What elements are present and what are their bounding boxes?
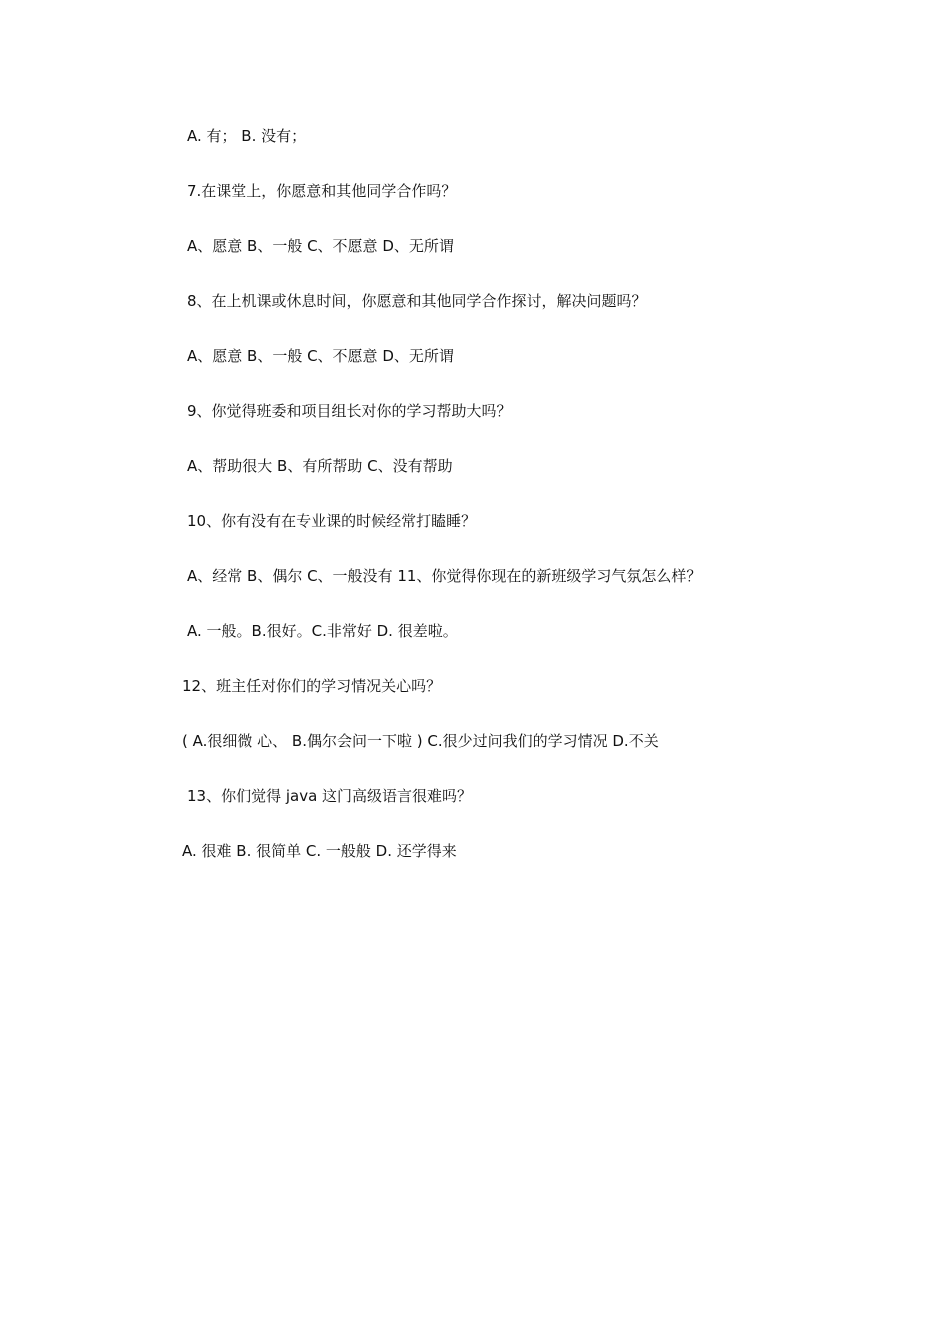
q9-options: A、帮助很大 B、有所帮助 C、没有帮助 xyxy=(187,457,453,475)
q9-question: 9、你觉得班委和项目组长对你的学习帮助大吗？ xyxy=(187,402,512,420)
q7-options: A、愿意 B、一般 C、不愿意 D、无所谓 xyxy=(187,237,454,255)
q7-question: 7.在课堂上，你愿意和其他同学合作吗？ xyxy=(187,182,457,200)
q8-options: A、愿意 B、一般 C、不愿意 D、无所谓 xyxy=(187,347,454,365)
q10-options-q11-question: A、经常 B、偶尔 C、一般没有 11、你觉得你现在的新班级学习气氛怎么样？ xyxy=(187,567,702,585)
q10-question: 10、你有没有在专业课的时候经常打瞌睡？ xyxy=(187,512,477,530)
q12-question: 12、班主任对你们的学习情况关心吗？ xyxy=(182,677,442,695)
q8-question: 8、在上机课或休息时间，你愿意和其他同学合作探讨，解决问题吗？ xyxy=(187,292,647,310)
q6-options: A. 有； B. 没有； xyxy=(187,127,307,145)
q11-options: A. 一般。B.很好。C.非常好 D. 很差啦。 xyxy=(187,622,458,640)
q13-question: 13、你们觉得 java 这门高级语言很难吗？ xyxy=(187,787,473,805)
q12-options: ( A.很细微 心、 B.偶尔会问一下啦 ) C.很少过问我们的学习情况 D.不关 xyxy=(182,732,659,750)
q13-options: A. 很难 B. 很简单 C. 一般般 D. 还学得来 xyxy=(182,842,457,860)
